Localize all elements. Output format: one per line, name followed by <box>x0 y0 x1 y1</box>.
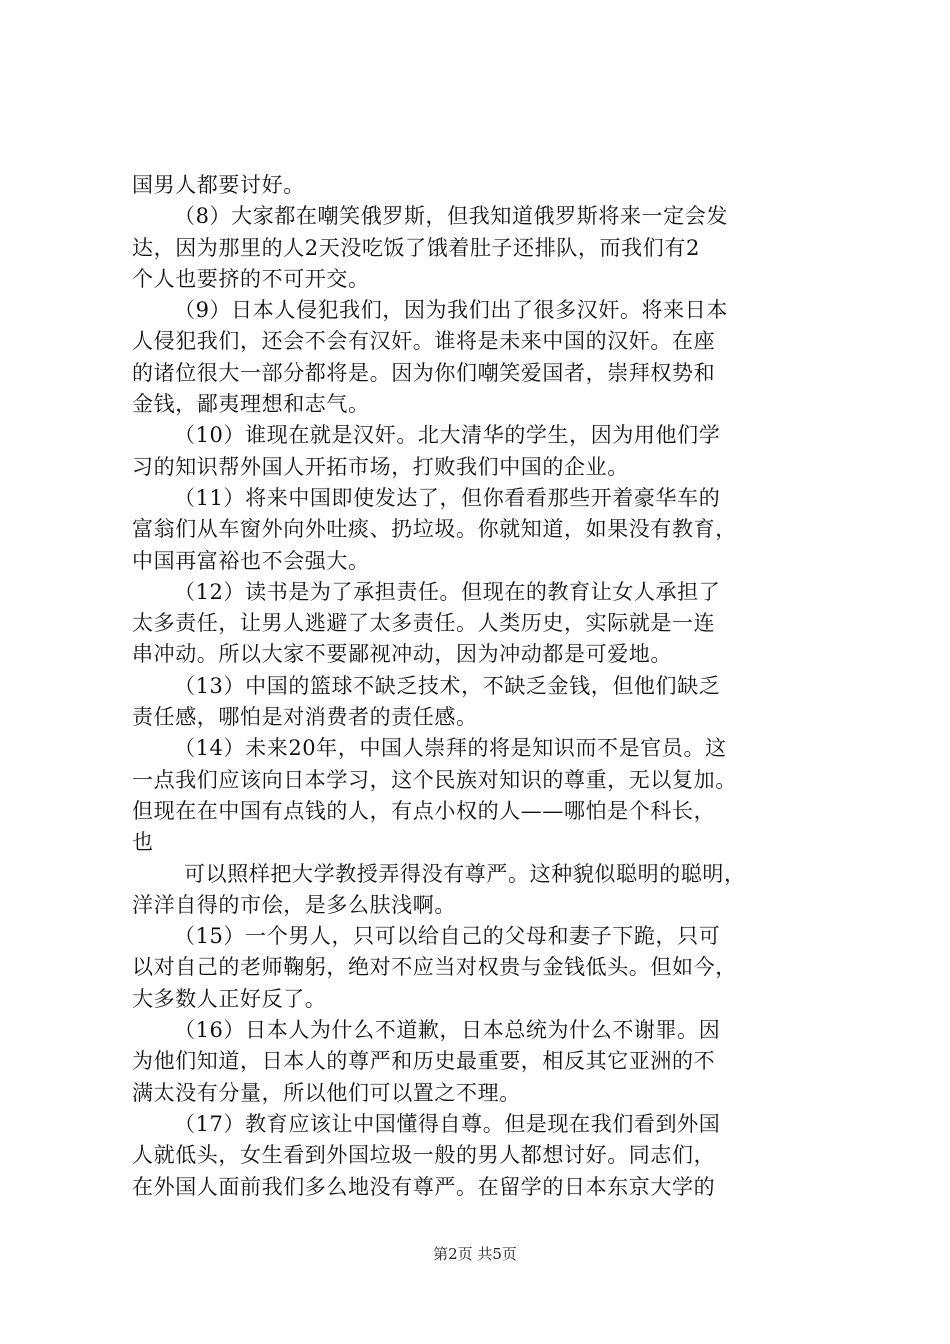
text-line: （15）一个男人，只可以给自己的父母和妻子下跪，只可 <box>174 924 721 949</box>
text-line: 责任感，哪怕是对消费者的责任感。 <box>132 705 478 730</box>
text-line: 洋洋自得的市侩，是多么肤浅啊。 <box>132 892 456 917</box>
text-line: 富翁们从车窗外向外吐痰、扔垃圾。你就知道，如果没有教育， <box>132 517 737 542</box>
text-line: （8）大家都在嘲笑俄罗斯，但我知道俄罗斯将来一定会发 <box>174 204 728 229</box>
text-line: 一点我们应该向日本学习，这个民族对知识的尊重，无以复加。 <box>132 767 737 792</box>
page-footer: 第2页 共5页 <box>433 1245 517 1263</box>
text-line: 的诸位很大一部分都将是。因为你们嘲笑爱国者，崇拜权势和 <box>132 360 716 385</box>
text-line: （14）未来20年，中国人崇拜的将是知识而不是官员。这 <box>174 736 727 761</box>
text-line: 也 <box>132 830 154 855</box>
text-line: 人侵犯我们，还会不会有汉奸。谁将是未来中国的汉奸。在座 <box>132 329 716 354</box>
text-line: 为他们知道，日本人的尊严和历史最重要，相反其它亚洲的不 <box>132 1049 716 1074</box>
text-line: （9）日本人侵犯我们，因为我们出了很多汉奸。将来日本 <box>174 298 728 323</box>
text-line: 在外国人面前我们多么地没有尊严。在留学的日本东京大学的 <box>132 1174 716 1199</box>
text-line: 人就低头，女生看到外国垃圾一般的男人都想讨好。同志们， <box>132 1143 716 1168</box>
text-line: 达，因为那里的人2天没吃饭了饿着肚子还排队，而我们有2 <box>132 235 700 260</box>
text-line: 满太没有分量，所以他们可以置之不理。 <box>132 1080 521 1105</box>
text-line: 可以照样把大学教授弄得没有尊严。这种貌似聪明的聪明， <box>184 861 746 886</box>
text-line: 金钱，鄙夷理想和志气。 <box>132 392 370 417</box>
text-line: 习的知识帮外国人开拓市场，打败我们中国的企业。 <box>132 454 629 479</box>
text-line: 大多数人正好反了。 <box>132 986 327 1011</box>
document-body <box>132 170 834 1203</box>
text-line: 但现在在中国有点钱的人，有点小权的人——哪怕是个科长， <box>132 798 716 823</box>
text-line: （12）读书是为了承担责任。但现在的教育让女人承担了 <box>174 579 721 604</box>
text-line: 串冲动。所以大家不要鄙视冲动，因为冲动都是可爱地。 <box>132 642 672 667</box>
text-line: 以对自己的老师鞠躬，绝对不应当对权贵与金钱低头。但如今， <box>132 955 737 980</box>
text-line: （17）教育应该让中国懂得自尊。但是现在我们看到外国 <box>174 1111 721 1136</box>
text-line: （13）中国的篮球不缺乏技术，不缺乏金钱，但他们缺乏 <box>174 673 721 698</box>
text-line: 个人也要挤的不可开交。 <box>132 266 370 291</box>
text-line: （11）将来中国即使发达了，但你看看那些开着豪华车的 <box>174 485 721 510</box>
text-line: （16）日本人为什么不道歉，日本总统为什么不谢罪。因 <box>174 1018 721 1043</box>
text-line: 太多责任，让男人逃避了太多责任。人类历史，实际就是一连 <box>132 611 716 636</box>
text-line: 国男人都要讨好。 <box>132 173 305 197</box>
text-line: （10）谁现在就是汉奸。北大清华的学生，因为用他们学 <box>174 423 721 448</box>
text-line: 中国再富裕也不会强大。 <box>132 548 370 573</box>
